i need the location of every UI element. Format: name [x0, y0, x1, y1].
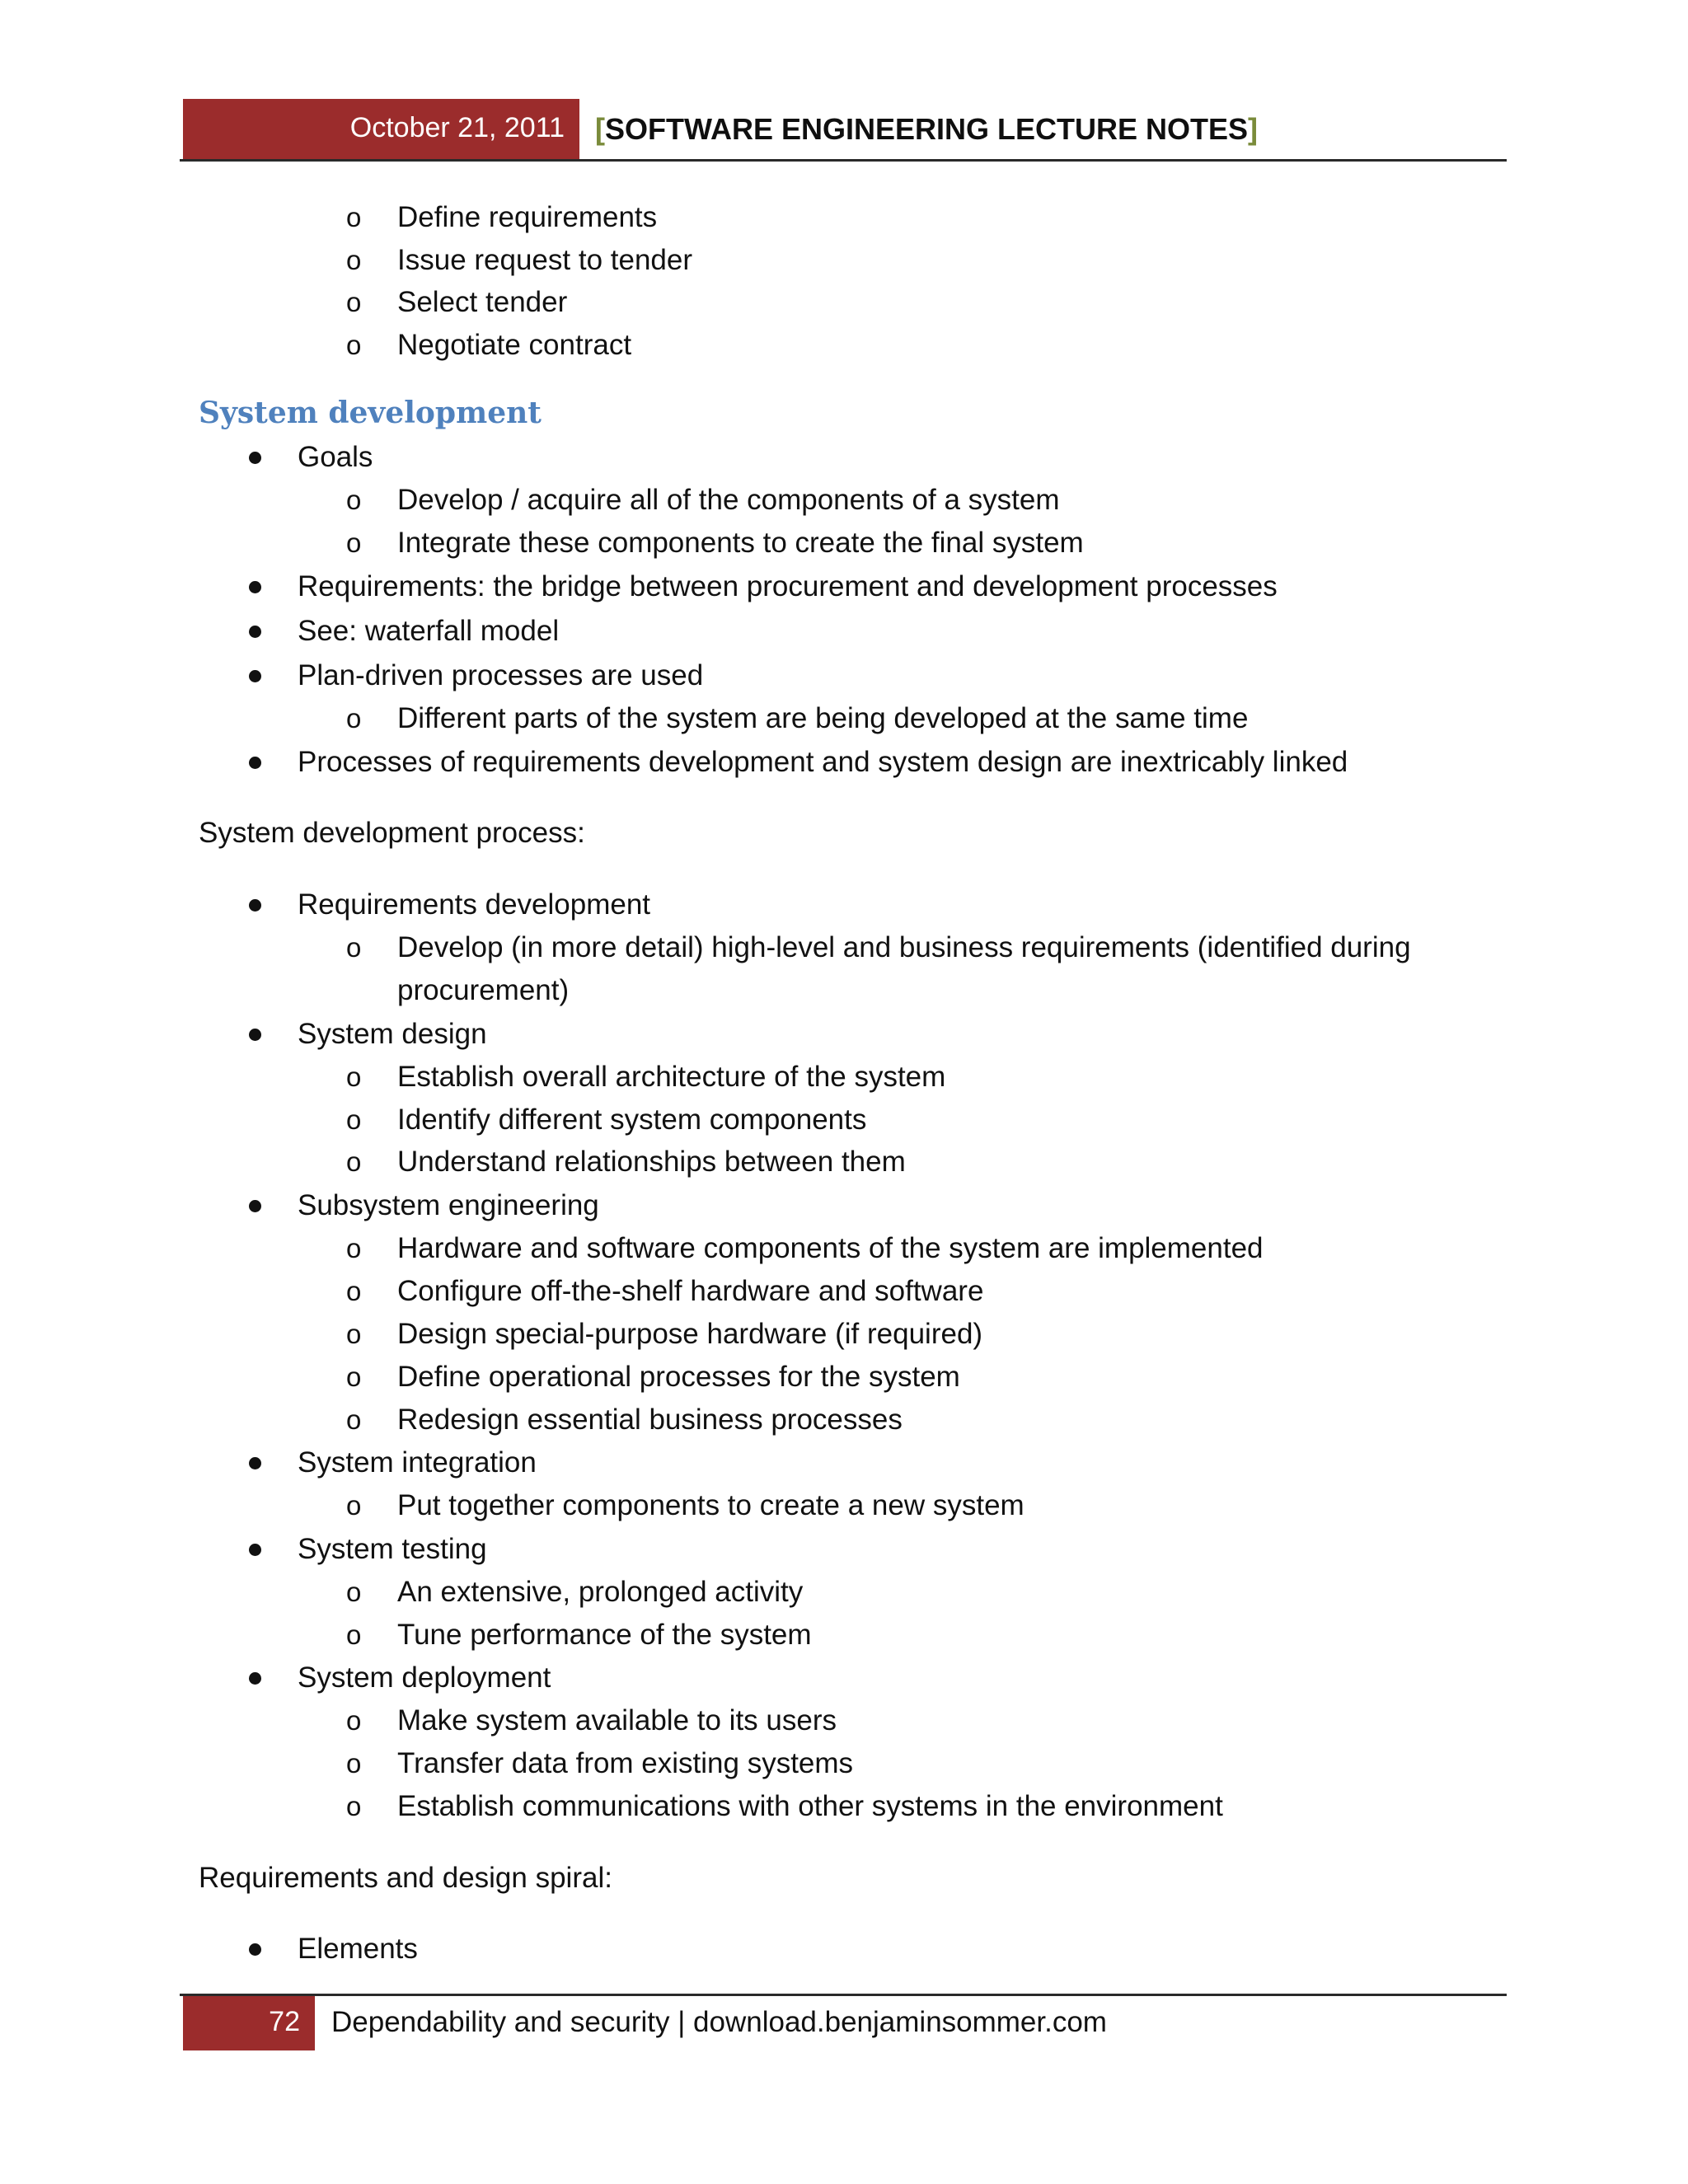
list-item: Establish communications with other systems in the environment [397, 1790, 1223, 1822]
footer-page-bar [183, 1996, 315, 2050]
list-item: Requirements: the bridge between procurement and development processes [298, 570, 1278, 602]
list-item-marker: o [346, 1361, 362, 1392]
header-title [595, 112, 1258, 147]
section-heading: System development [199, 396, 542, 430]
list-item: Transfer data from existing systems [397, 1747, 854, 1779]
list-item: System design [298, 1018, 487, 1050]
list-item-marker: o [346, 1319, 362, 1349]
bullet-marker [249, 626, 261, 638]
list-item: Negotiate contract [397, 329, 632, 361]
bullet-marker [249, 452, 261, 464]
bullet-marker [249, 757, 261, 769]
bullet-marker [249, 581, 261, 593]
list-item: Select tender [397, 286, 568, 318]
bullet-marker [249, 1943, 261, 1956]
list-item: Subsystem engineering [298, 1189, 599, 1221]
list-item-marker: o [346, 527, 362, 558]
header-bracket-open: [ [595, 112, 605, 146]
header-date-bar [183, 99, 579, 159]
list-item-marker: o [346, 330, 362, 360]
list-item: An extensive, prolonged activity [397, 1576, 804, 1608]
list-item-marker: o [346, 1619, 362, 1650]
list-item-marker: o [346, 1146, 362, 1177]
list-item: Hardware and software components of the system are implemented [397, 1232, 1264, 1264]
list-item: Plan-driven processes are used [298, 659, 704, 691]
list-item: Understand relationships between them [397, 1146, 906, 1178]
footer-text: Dependability and security | download.benjaminsommer.com [331, 2006, 1107, 2038]
list-item: System integration [298, 1446, 537, 1479]
list-item: Identify different system components [397, 1104, 867, 1136]
footer-rule [180, 1994, 1507, 1996]
list-item: Elements [298, 1933, 418, 1965]
list-item-marker: o [346, 287, 362, 317]
list-item: Develop (in more detail) high-level and business requirements (identified during [397, 931, 1411, 963]
bullet-marker [249, 1544, 261, 1556]
header-title-text: SOFTWARE ENGINEERING LECTURE NOTES [605, 112, 1249, 146]
list-item-marker: o [346, 202, 362, 232]
list-item: Configure off-the-shelf hardware and software [397, 1275, 984, 1307]
list-item-marker: o [346, 1705, 362, 1736]
list-item-marker: o [346, 1233, 362, 1263]
list-item-marker: o [346, 1404, 362, 1435]
list-item-marker: o [346, 703, 362, 733]
bullet-marker [249, 670, 261, 682]
list-item-marker: o [346, 245, 362, 275]
list-item: Establish overall architecture of the system [397, 1061, 946, 1093]
list-item: System testing [298, 1533, 487, 1565]
list-item-marker: o [346, 1276, 362, 1306]
bullet-marker [249, 1200, 261, 1212]
header-date: October 21, 2011 [349, 112, 565, 143]
list-item-marker: o [346, 1748, 362, 1779]
list-item: Issue request to tender [397, 244, 692, 276]
paragraph-label: System development process: [199, 817, 585, 849]
list-item: Redesign essential business processes [397, 1404, 903, 1436]
list-item: Define operational processes for the system [397, 1361, 960, 1393]
header-bracket-close: ] [1248, 112, 1259, 146]
list-item-marker: o [346, 1791, 362, 1821]
list-item: Processes of requirements development and system design are inextricably linked [298, 746, 1348, 778]
header-rule [180, 159, 1507, 162]
list-item: Tune performance of the system [397, 1619, 812, 1651]
list-item: Make system available to its users [397, 1704, 837, 1736]
list-item: See: waterfall model [298, 615, 560, 647]
list-item-continuation: procurement) [397, 974, 570, 1006]
list-item-marker: o [346, 485, 362, 515]
list-item-marker: o [346, 1490, 362, 1521]
list-item: Develop / acquire all of the components of a system [397, 484, 1060, 516]
list-item-marker: o [346, 1062, 362, 1092]
bullet-marker [249, 899, 261, 912]
list-item: Requirements development [298, 888, 651, 921]
list-item: Define requirements [397, 201, 658, 233]
list-item: Goals [298, 441, 373, 473]
page-number: 72 [269, 2006, 300, 2037]
list-item: Design special-purpose hardware (if required) [397, 1318, 983, 1350]
list-item-marker: o [346, 1577, 362, 1607]
paragraph-label: Requirements and design spiral: [199, 1862, 612, 1894]
list-item: Put together components to create a new system [397, 1489, 1025, 1521]
list-item: Different parts of the system are being developed at the same time [397, 702, 1249, 734]
list-item-marker: o [346, 932, 362, 963]
list-item: System deployment [298, 1661, 551, 1694]
list-item-marker: o [346, 1104, 362, 1135]
list-item: Integrate these components to create the final system [397, 527, 1084, 559]
bullet-marker [249, 1672, 261, 1685]
bullet-marker [249, 1457, 261, 1469]
bullet-marker [249, 1029, 261, 1041]
